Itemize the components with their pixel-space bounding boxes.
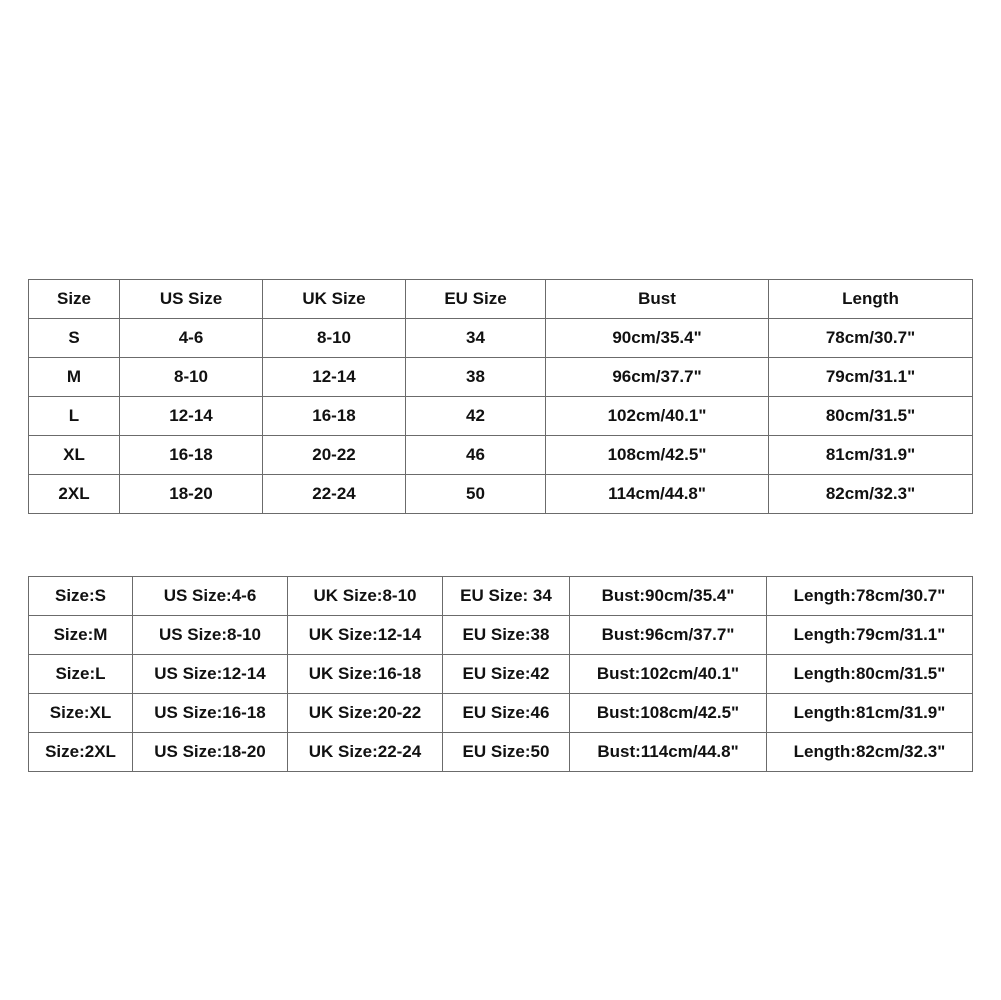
cell-eu-size: EU Size:50 (443, 733, 570, 772)
cell-us-size: US Size:4-6 (133, 577, 288, 616)
cell-size: Size:XL (29, 694, 133, 733)
header-size: Size (29, 280, 120, 319)
cell-length: Length:81cm/31.9" (767, 694, 973, 733)
cell-bust: 114cm/44.8" (546, 475, 769, 514)
cell-bust: Bust:114cm/44.8" (570, 733, 767, 772)
cell-uk-size: 20-22 (263, 436, 406, 475)
cell-eu-size: EU Size:46 (443, 694, 570, 733)
cell-us-size: 4-6 (120, 319, 263, 358)
cell-length: 79cm/31.1" (769, 358, 973, 397)
cell-eu-size: EU Size: 34 (443, 577, 570, 616)
cell-length: Length:78cm/30.7" (767, 577, 973, 616)
cell-bust: Bust:90cm/35.4" (570, 577, 767, 616)
cell-size: Size:L (29, 655, 133, 694)
cell-bust: Bust:102cm/40.1" (570, 655, 767, 694)
cell-bust: 90cm/35.4" (546, 319, 769, 358)
cell-eu-size: EU Size:42 (443, 655, 570, 694)
cell-uk-size: 22-24 (263, 475, 406, 514)
cell-us-size: US Size:18-20 (133, 733, 288, 772)
cell-uk-size: UK Size:12-14 (288, 616, 443, 655)
cell-length: Length:82cm/32.3" (767, 733, 973, 772)
cell-size: L (29, 397, 120, 436)
cell-eu-size: 42 (406, 397, 546, 436)
cell-us-size: 8-10 (120, 358, 263, 397)
cell-uk-size: UK Size:8-10 (288, 577, 443, 616)
table-row (29, 616, 973, 655)
cell-uk-size: UK Size:16-18 (288, 655, 443, 694)
table-row (29, 577, 973, 616)
size-chart-table (28, 279, 973, 514)
cell-eu-size: 34 (406, 319, 546, 358)
header-bust: Bust (546, 280, 769, 319)
cell-size: Size:2XL (29, 733, 133, 772)
cell-size: Size:S (29, 577, 133, 616)
cell-size: Size:M (29, 616, 133, 655)
cell-size: 2XL (29, 475, 120, 514)
cell-bust: Bust:108cm/42.5" (570, 694, 767, 733)
cell-uk-size: 8-10 (263, 319, 406, 358)
cell-length: Length:80cm/31.5" (767, 655, 973, 694)
table-row (29, 397, 973, 436)
cell-bust: 108cm/42.5" (546, 436, 769, 475)
cell-eu-size: 46 (406, 436, 546, 475)
cell-size: S (29, 319, 120, 358)
cell-size: XL (29, 436, 120, 475)
cell-eu-size: 50 (406, 475, 546, 514)
cell-bust: Bust:96cm/37.7" (570, 616, 767, 655)
cell-eu-size: EU Size:38 (443, 616, 570, 655)
cell-uk-size: UK Size:22-24 (288, 733, 443, 772)
cell-uk-size: UK Size:20-22 (288, 694, 443, 733)
table-header-row (29, 280, 973, 319)
cell-length: Length:79cm/31.1" (767, 616, 973, 655)
cell-us-size: US Size:16-18 (133, 694, 288, 733)
cell-eu-size: 38 (406, 358, 546, 397)
table-row (29, 733, 973, 772)
cell-us-size: 16-18 (120, 436, 263, 475)
cell-size: M (29, 358, 120, 397)
cell-length: 80cm/31.5" (769, 397, 973, 436)
cell-uk-size: 16-18 (263, 397, 406, 436)
table-row (29, 436, 973, 475)
header-us-size: US Size (120, 280, 263, 319)
size-list-table (28, 576, 973, 772)
table-row (29, 694, 973, 733)
table-row (29, 475, 973, 514)
cell-us-size: US Size:12-14 (133, 655, 288, 694)
cell-bust: 96cm/37.7" (546, 358, 769, 397)
header-eu-size: EU Size (406, 280, 546, 319)
table-row (29, 655, 973, 694)
cell-length: 82cm/32.3" (769, 475, 973, 514)
cell-us-size: US Size:8-10 (133, 616, 288, 655)
table-row (29, 358, 973, 397)
cell-us-size: 18-20 (120, 475, 263, 514)
table-row (29, 319, 973, 358)
cell-length: 81cm/31.9" (769, 436, 973, 475)
cell-length: 78cm/30.7" (769, 319, 973, 358)
cell-bust: 102cm/40.1" (546, 397, 769, 436)
cell-us-size: 12-14 (120, 397, 263, 436)
header-length: Length (769, 280, 973, 319)
header-uk-size: UK Size (263, 280, 406, 319)
cell-uk-size: 12-14 (263, 358, 406, 397)
